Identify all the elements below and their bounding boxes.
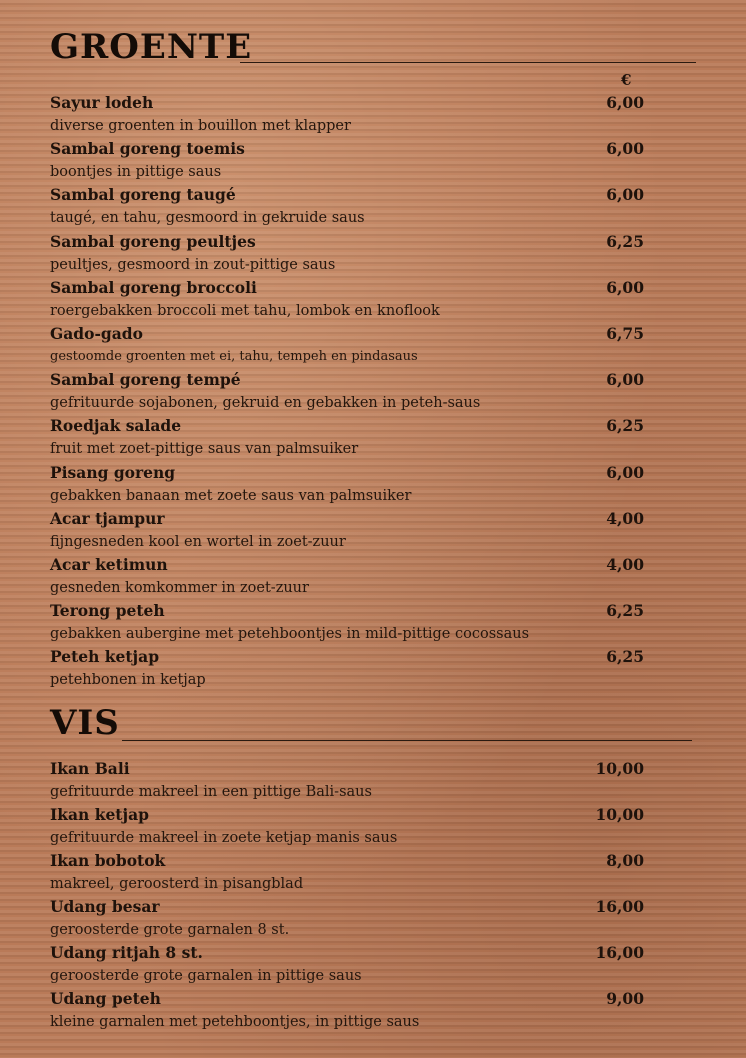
menu-item-price: 6,25 bbox=[606, 647, 644, 667]
menu-item-name: Sambal goreng taugé bbox=[50, 185, 236, 205]
menu-item-price: 6,00 bbox=[606, 370, 644, 390]
menu-item-description: gestoomde groenten met ei, tahu, tempeh en pindasaus bbox=[50, 349, 418, 364]
menu-item-name: Roedjak salade bbox=[50, 416, 182, 436]
menu-item-price: 6,00 bbox=[606, 139, 644, 159]
menu-item-price: 6,25 bbox=[606, 601, 644, 621]
menu-item-description: diverse groenten in bouillon met klapper bbox=[50, 118, 351, 134]
menu-item-name: Udang peteh bbox=[50, 989, 161, 1008]
currency-symbol: € bbox=[621, 71, 632, 89]
heading-rule bbox=[122, 740, 692, 741]
menu-item-price: 16,00 bbox=[595, 943, 644, 962]
menu-item-description: gefrituurde sojabonen, gekruid en gebakken in peteh-saus bbox=[50, 395, 481, 412]
menu-item-name: Sayur lodeh bbox=[50, 93, 154, 112]
menu-item-name: Peteh ketjap bbox=[50, 647, 160, 667]
menu-item-price: 8,00 bbox=[606, 851, 644, 870]
menu-item-description: gebakken banaan met zoete saus van palmsuiker bbox=[50, 487, 412, 504]
menu-item-price: 6,00 bbox=[606, 462, 644, 482]
menu-item-name: Udang ritjah 8 st. bbox=[50, 943, 203, 962]
menu-item-price: 6,25 bbox=[606, 416, 644, 436]
menu-item-name: Sambal goreng broccoli bbox=[50, 277, 257, 297]
menu-item-price: 6,00 bbox=[606, 185, 644, 205]
menu-item-price: 10,00 bbox=[595, 759, 644, 778]
menu-item-price: 4,00 bbox=[606, 508, 644, 528]
menu-item-name: Sambal goreng tempé bbox=[50, 370, 241, 390]
menu-item-name: Ikan bobotok bbox=[50, 851, 166, 870]
menu-item-name: Terong peteh bbox=[50, 601, 165, 621]
menu-item-name: Sambal goreng peultjes bbox=[50, 231, 256, 251]
menu-item-description: geroosterde grote garnalen in pittige saus bbox=[50, 968, 362, 984]
menu-item-price: 4,00 bbox=[606, 555, 644, 574]
menu-item-name: Ikan Bali bbox=[50, 759, 130, 778]
menu-item-description: fijngesneden kool en wortel in zoet-zuur bbox=[50, 533, 346, 550]
menu-item-name: Sambal goreng toemis bbox=[50, 139, 245, 159]
menu-item-price: 10,00 bbox=[595, 805, 644, 824]
menu-item-price: 9,00 bbox=[606, 989, 644, 1008]
section-heading-vis: VIS bbox=[50, 703, 120, 743]
menu-item-price: 16,00 bbox=[595, 897, 644, 916]
menu-item-description: boontjes in pittige saus bbox=[50, 164, 222, 181]
menu-item-name: Gado-gado bbox=[50, 324, 143, 343]
section-heading-groente: GROENTE bbox=[50, 27, 253, 67]
menu-item-description: gefrituurde makreel in een pittige Bali-saus bbox=[50, 784, 372, 800]
menu-item-description: taugé, en tahu, gesmoord in gekruide saus bbox=[50, 210, 365, 227]
menu-item-description: gefrituurde makreel in zoete ketjap manis saus bbox=[50, 830, 398, 846]
menu-item-description: roergebakken broccoli met tahu, lombok en knoflook bbox=[50, 302, 440, 319]
menu-item-price: 6,00 bbox=[606, 93, 644, 112]
menu-item-description: petehbonen in ketjap bbox=[50, 672, 206, 689]
menu-item-name: Acar tjampur bbox=[50, 508, 165, 528]
menu-item-name: Ikan ketjap bbox=[50, 805, 149, 824]
menu-item-description: geroosterde grote garnalen 8 st. bbox=[50, 922, 290, 938]
menu-item-price: 6,25 bbox=[606, 231, 644, 251]
menu-item-price: 6,00 bbox=[606, 277, 644, 297]
menu-item-name: Udang besar bbox=[50, 897, 160, 916]
menu-item-name: Acar ketimun bbox=[50, 555, 168, 574]
menu-item-description: gebakken aubergine met petehboontjes in mild-pittige cocossaus bbox=[50, 626, 530, 643]
menu-item-description: kleine garnalen met petehboontjes, in pittige saus bbox=[50, 1014, 420, 1030]
heading-rule bbox=[240, 62, 696, 63]
menu-item-description: gesneden komkommer in zoet-zuur bbox=[50, 580, 309, 596]
menu-item-name: Pisang goreng bbox=[50, 462, 176, 482]
menu-item-price: 6,75 bbox=[606, 324, 644, 343]
menu-item-description: peultjes, gesmoord in zout-pittige saus bbox=[50, 256, 336, 273]
menu-item-description: makreel, geroosterd in pisangblad bbox=[50, 876, 304, 892]
menu-item-description: fruit met zoet-pittige saus van palmsuiker bbox=[50, 441, 359, 458]
